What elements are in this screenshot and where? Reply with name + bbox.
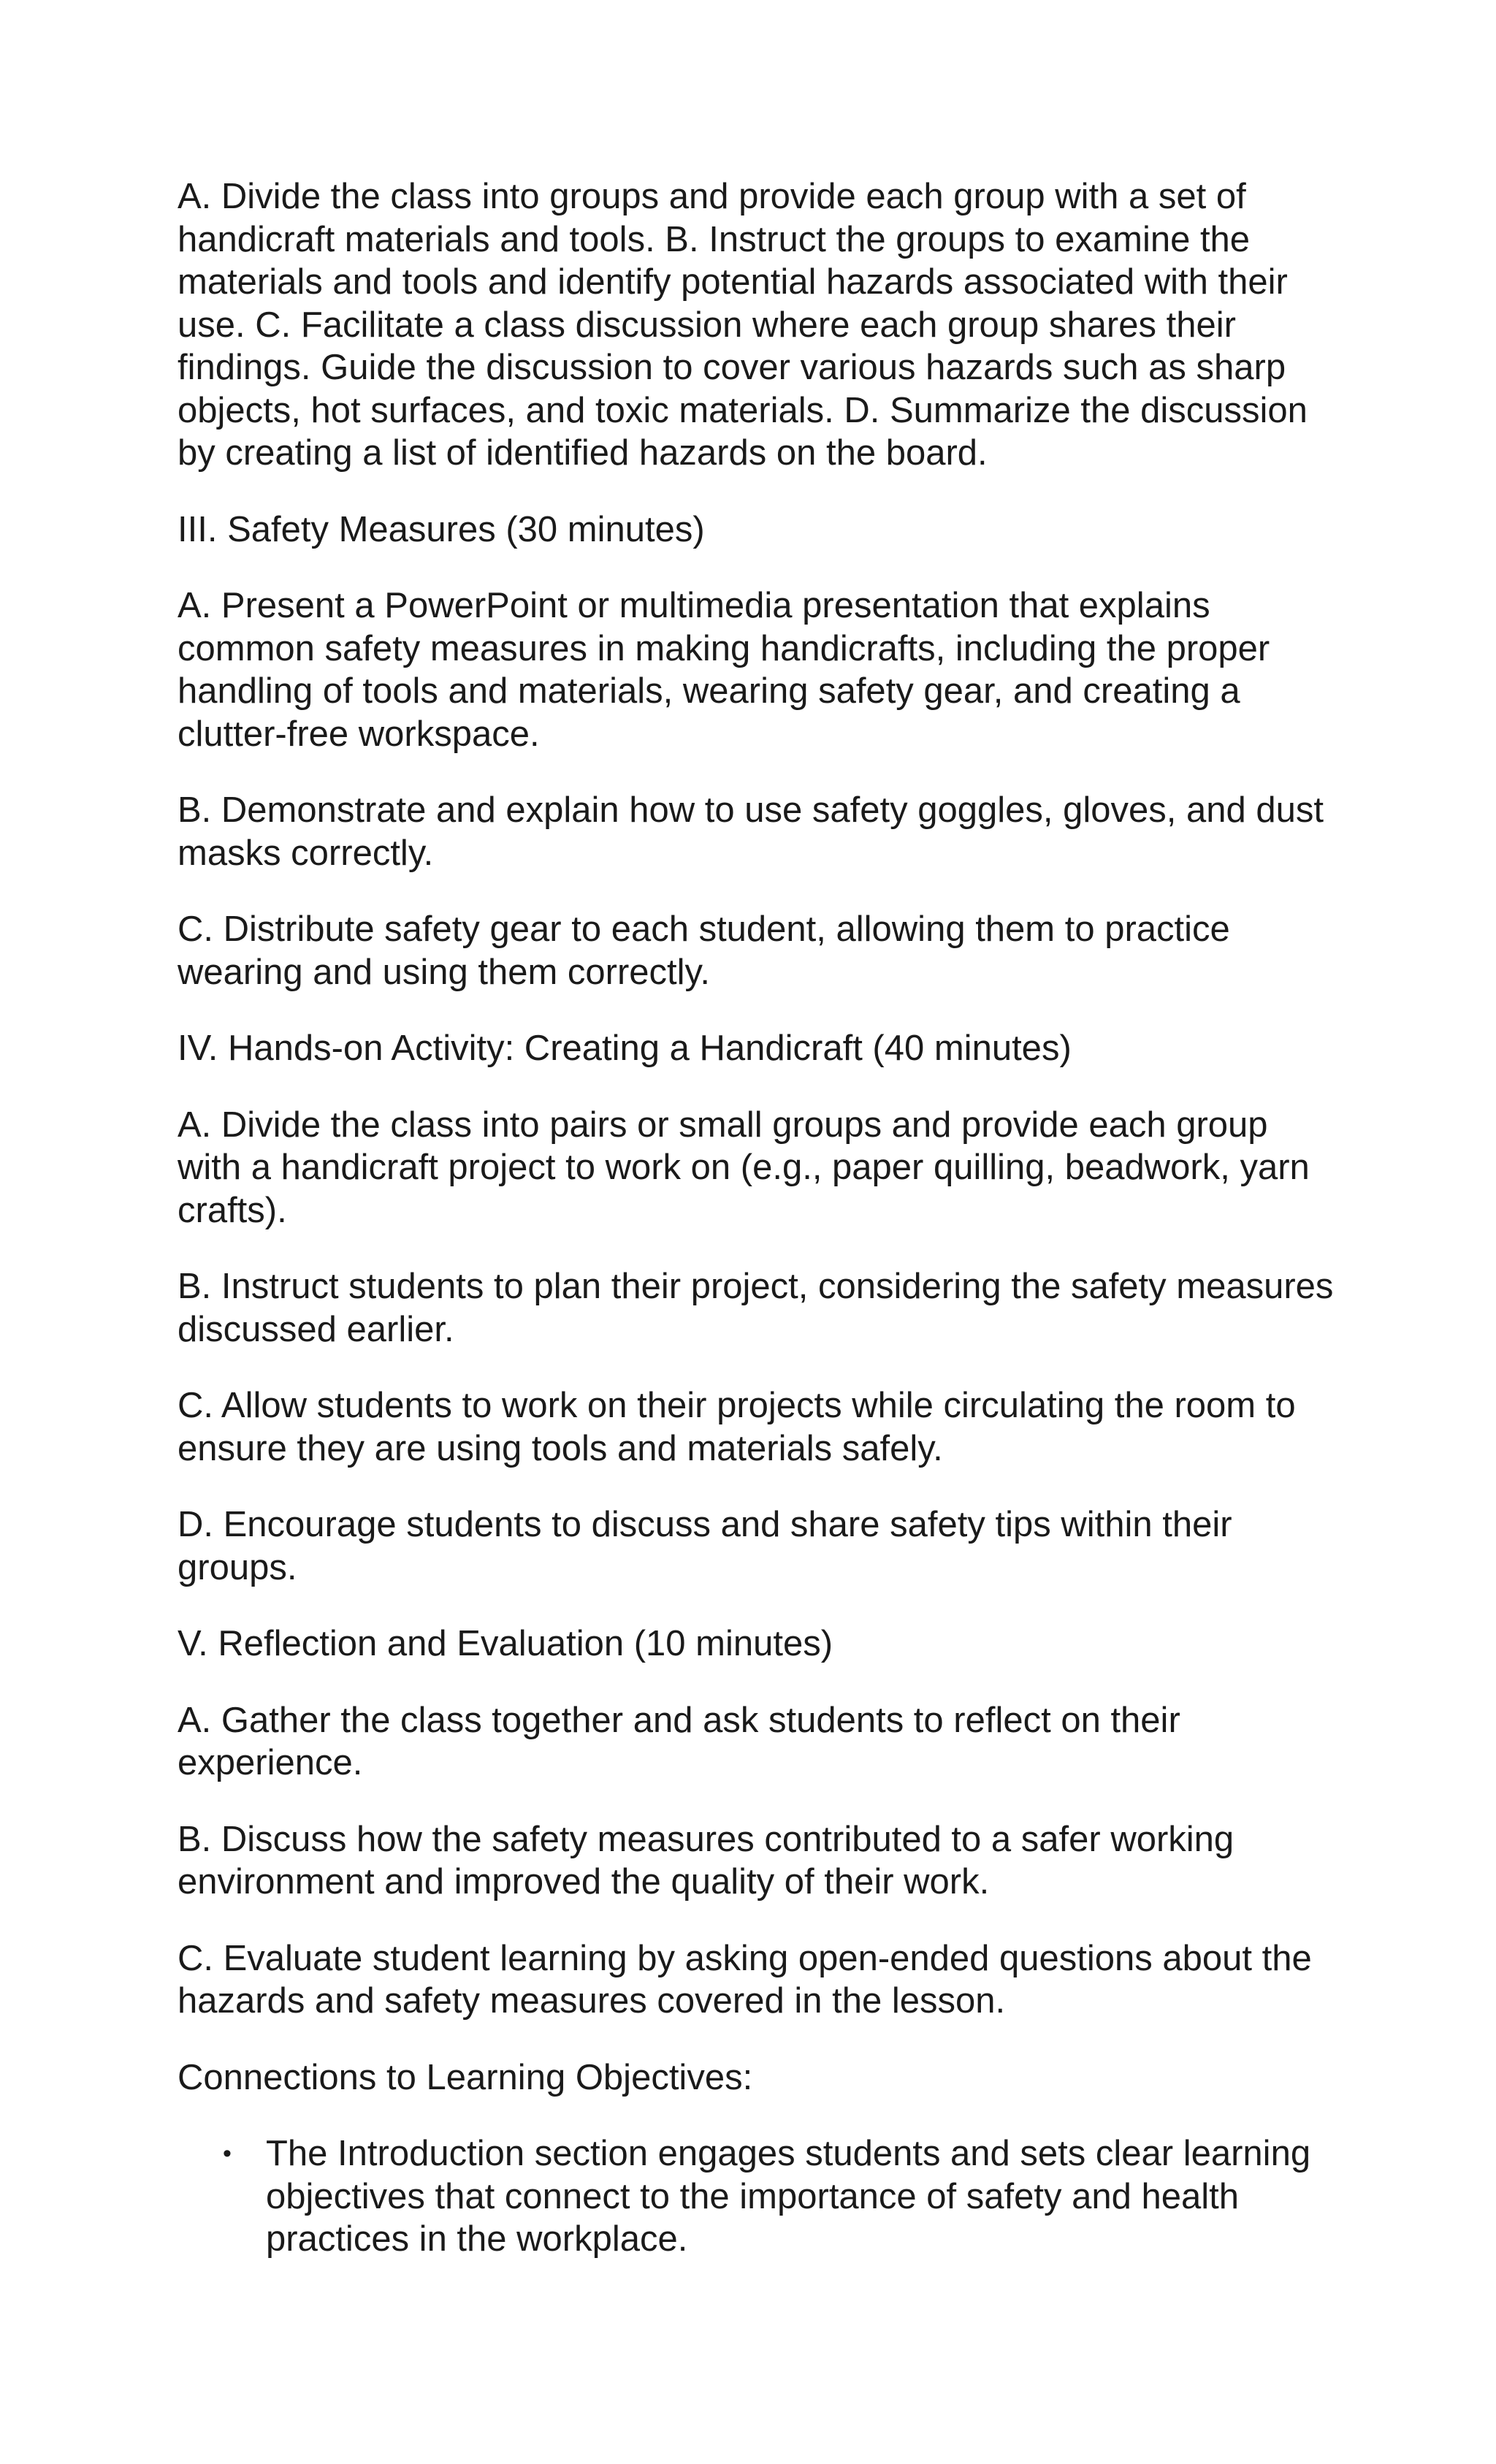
document-body [178, 175, 1339, 2261]
bullet-list [178, 2132, 1339, 2261]
list-item-text: The Introduction section engages students and sets clear learning objectives that connect to the importance of safety and health practices in the workplace. [266, 2134, 1311, 2259]
bullet-icon: • [223, 2140, 232, 2167]
section-heading-hands-on-activity: IV. Hands-on Activity: Creating a Handicraft (40 minutes) [178, 1029, 1072, 1068]
paragraph-divide-class-projects: A. Divide the class into pairs or small groups and provide each group with a handicraft project to work on (e.g., paper quilling, beadwork, yarn crafts). [178, 1105, 1310, 1230]
section-heading-reflection-evaluation: V. Reflection and Evaluation (10 minutes) [178, 1624, 833, 1663]
paragraph-safety-presentation: A. Present a PowerPoint or multimedia presentation that explains common safety measures in making handicrafts, including the proper handling of tools and materials, wearing safety gear, and creating a clutter-free workspace. [178, 586, 1270, 754]
heading-connections-objectives: Connections to Learning Objectives: [178, 2057, 753, 2097]
section-heading-safety-measures: III. Safety Measures (30 minutes) [178, 509, 705, 549]
paragraph-hazard-activity-steps: A. Divide the class into groups and provide each group with a set of handicraft materials and tools. B. Instruct the groups to examine the materials and tools and identify potential hazards associated with their use. C. Facilitate a class discussion where each group shares their findings. Guide the discussion to cover various hazards such as sharp objects, hot surfaces, and toxic materials. D. Summarize the discussion by creating a list of identified hazards on the board. [178, 177, 1308, 473]
list-item [178, 2132, 1339, 2261]
paragraph-evaluate-learning: C. Evaluate student learning by asking open-ended questions about the hazards and safety measures covered in the lesson. [178, 1938, 1312, 2021]
paragraph-plan-project: B. Instruct students to plan their project, considering the safety measures discussed earlier. [178, 1267, 1334, 1349]
paragraph-discuss-safety-measures: B. Discuss how the safety measures contributed to a safer working environment and improved the quality of their work. [178, 1819, 1234, 1902]
paragraph-distribute-safety-gear: C. Distribute safety gear to each student, allowing them to practice wearing and using them correctly. [178, 909, 1230, 992]
paragraph-reflect-experience: A. Gather the class together and ask students to reflect on their experience. [178, 1700, 1180, 1782]
paragraph-work-on-projects: C. Allow students to work on their projects while circulating the room to ensure they are using tools and materials safely. [178, 1386, 1296, 1468]
paragraph-share-safety-tips: D. Encourage students to discuss and share safety tips within their groups. [178, 1505, 1232, 1587]
paragraph-safety-gear-demo: B. Demonstrate and explain how to use safety goggles, gloves, and dust masks correctly. [178, 790, 1324, 873]
